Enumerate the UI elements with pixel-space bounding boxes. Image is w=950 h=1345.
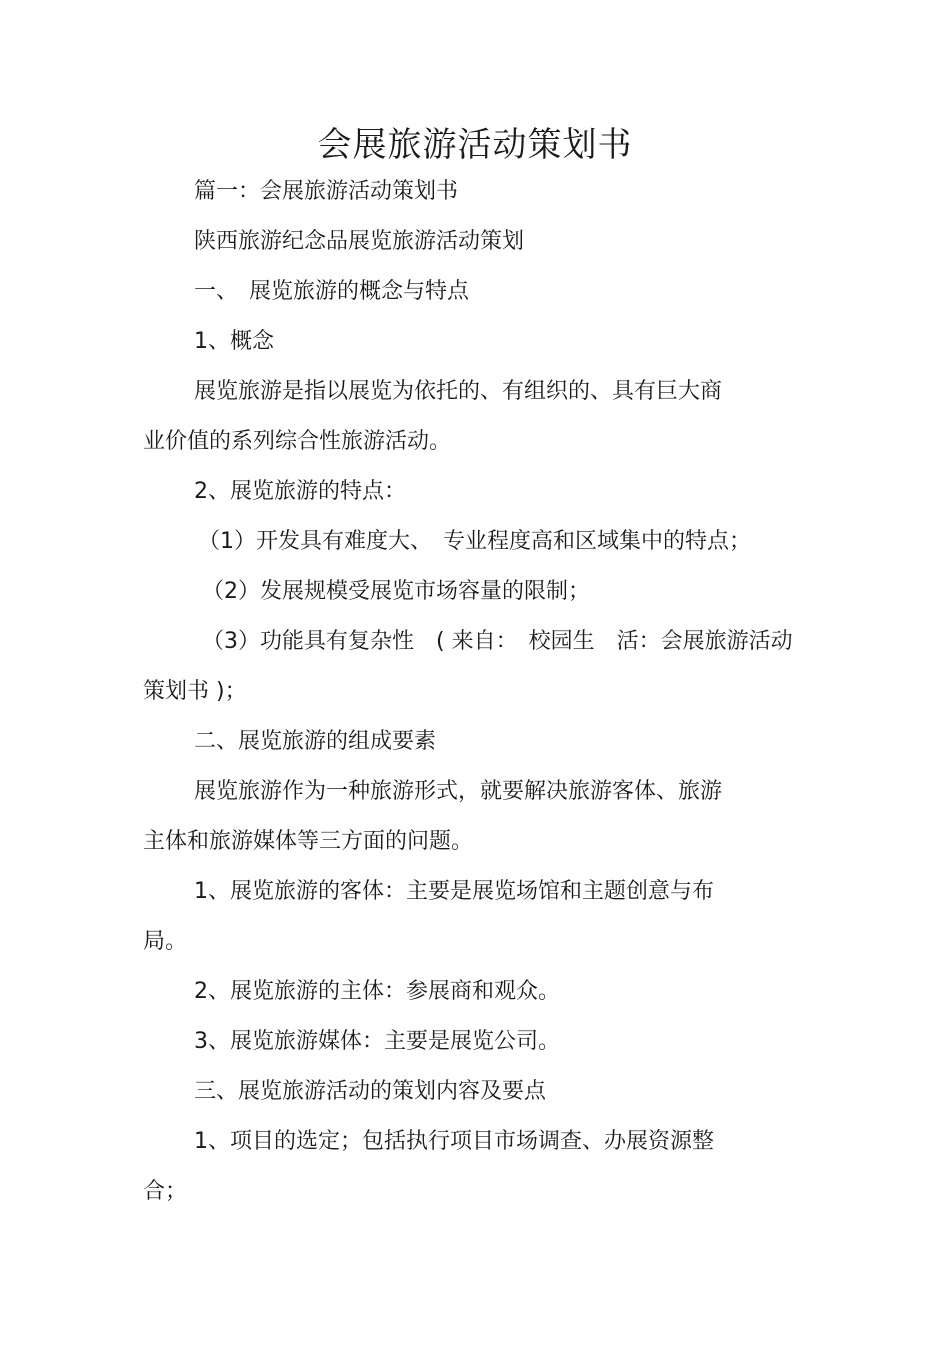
paragraph-line: 策划书 )； <box>143 679 247 704</box>
section-heading-2: 二、展览旅游的组成要素 <box>194 729 437 754</box>
subtitle-line: 陕西旅游纪念品展览旅游活动策划 <box>194 229 525 254</box>
section-heading-3: 三、展览旅游活动的策划内容及要点 <box>194 1079 547 1104</box>
paragraph-line: 展览旅游作为一种旅游形式，就要解决旅游客体、旅游 <box>194 779 723 804</box>
subsection-heading: 2、展览旅游的特点： <box>194 479 406 504</box>
chapter-heading: 篇一：会展旅游活动策划书 <box>194 179 459 204</box>
section-heading-1: 一、 展览旅游的概念与特点 <box>194 279 470 304</box>
list-item: 2、展览旅游的主体：参展商和观众。 <box>194 979 560 1004</box>
paragraph-line: 局。 <box>143 929 188 954</box>
list-item: （3）功能具有复杂性 ( 来自： 校园生 活：会展旅游活动 <box>202 629 793 654</box>
list-item: 1、展览旅游的客体：主要是展览场馆和主题创意与布 <box>194 879 714 904</box>
paragraph-line: 主体和旅游媒体等三方面的问题。 <box>143 829 474 854</box>
paragraph-line: 业价值的系列综合性旅游活动。 <box>143 429 452 454</box>
paragraph-line: 展览旅游是指以展览为依托的、有组织的、具有巨大商 <box>194 379 723 404</box>
paragraph-line: 合； <box>143 1179 188 1204</box>
list-item: 1、项目的选定；包括执行项目市场调查、办展资源整 <box>194 1129 714 1154</box>
subsection-heading: 1、概念 <box>194 329 274 354</box>
list-item: （1）开发具有难度大、 专业程度高和区域集中的特点； <box>198 529 751 554</box>
list-item: 3、展览旅游媒体：主要是展览公司。 <box>194 1029 560 1054</box>
document-title: 会展旅游活动策划书 <box>317 125 633 165</box>
list-item: （2）发展规模受展览市场容量的限制； <box>202 579 590 604</box>
